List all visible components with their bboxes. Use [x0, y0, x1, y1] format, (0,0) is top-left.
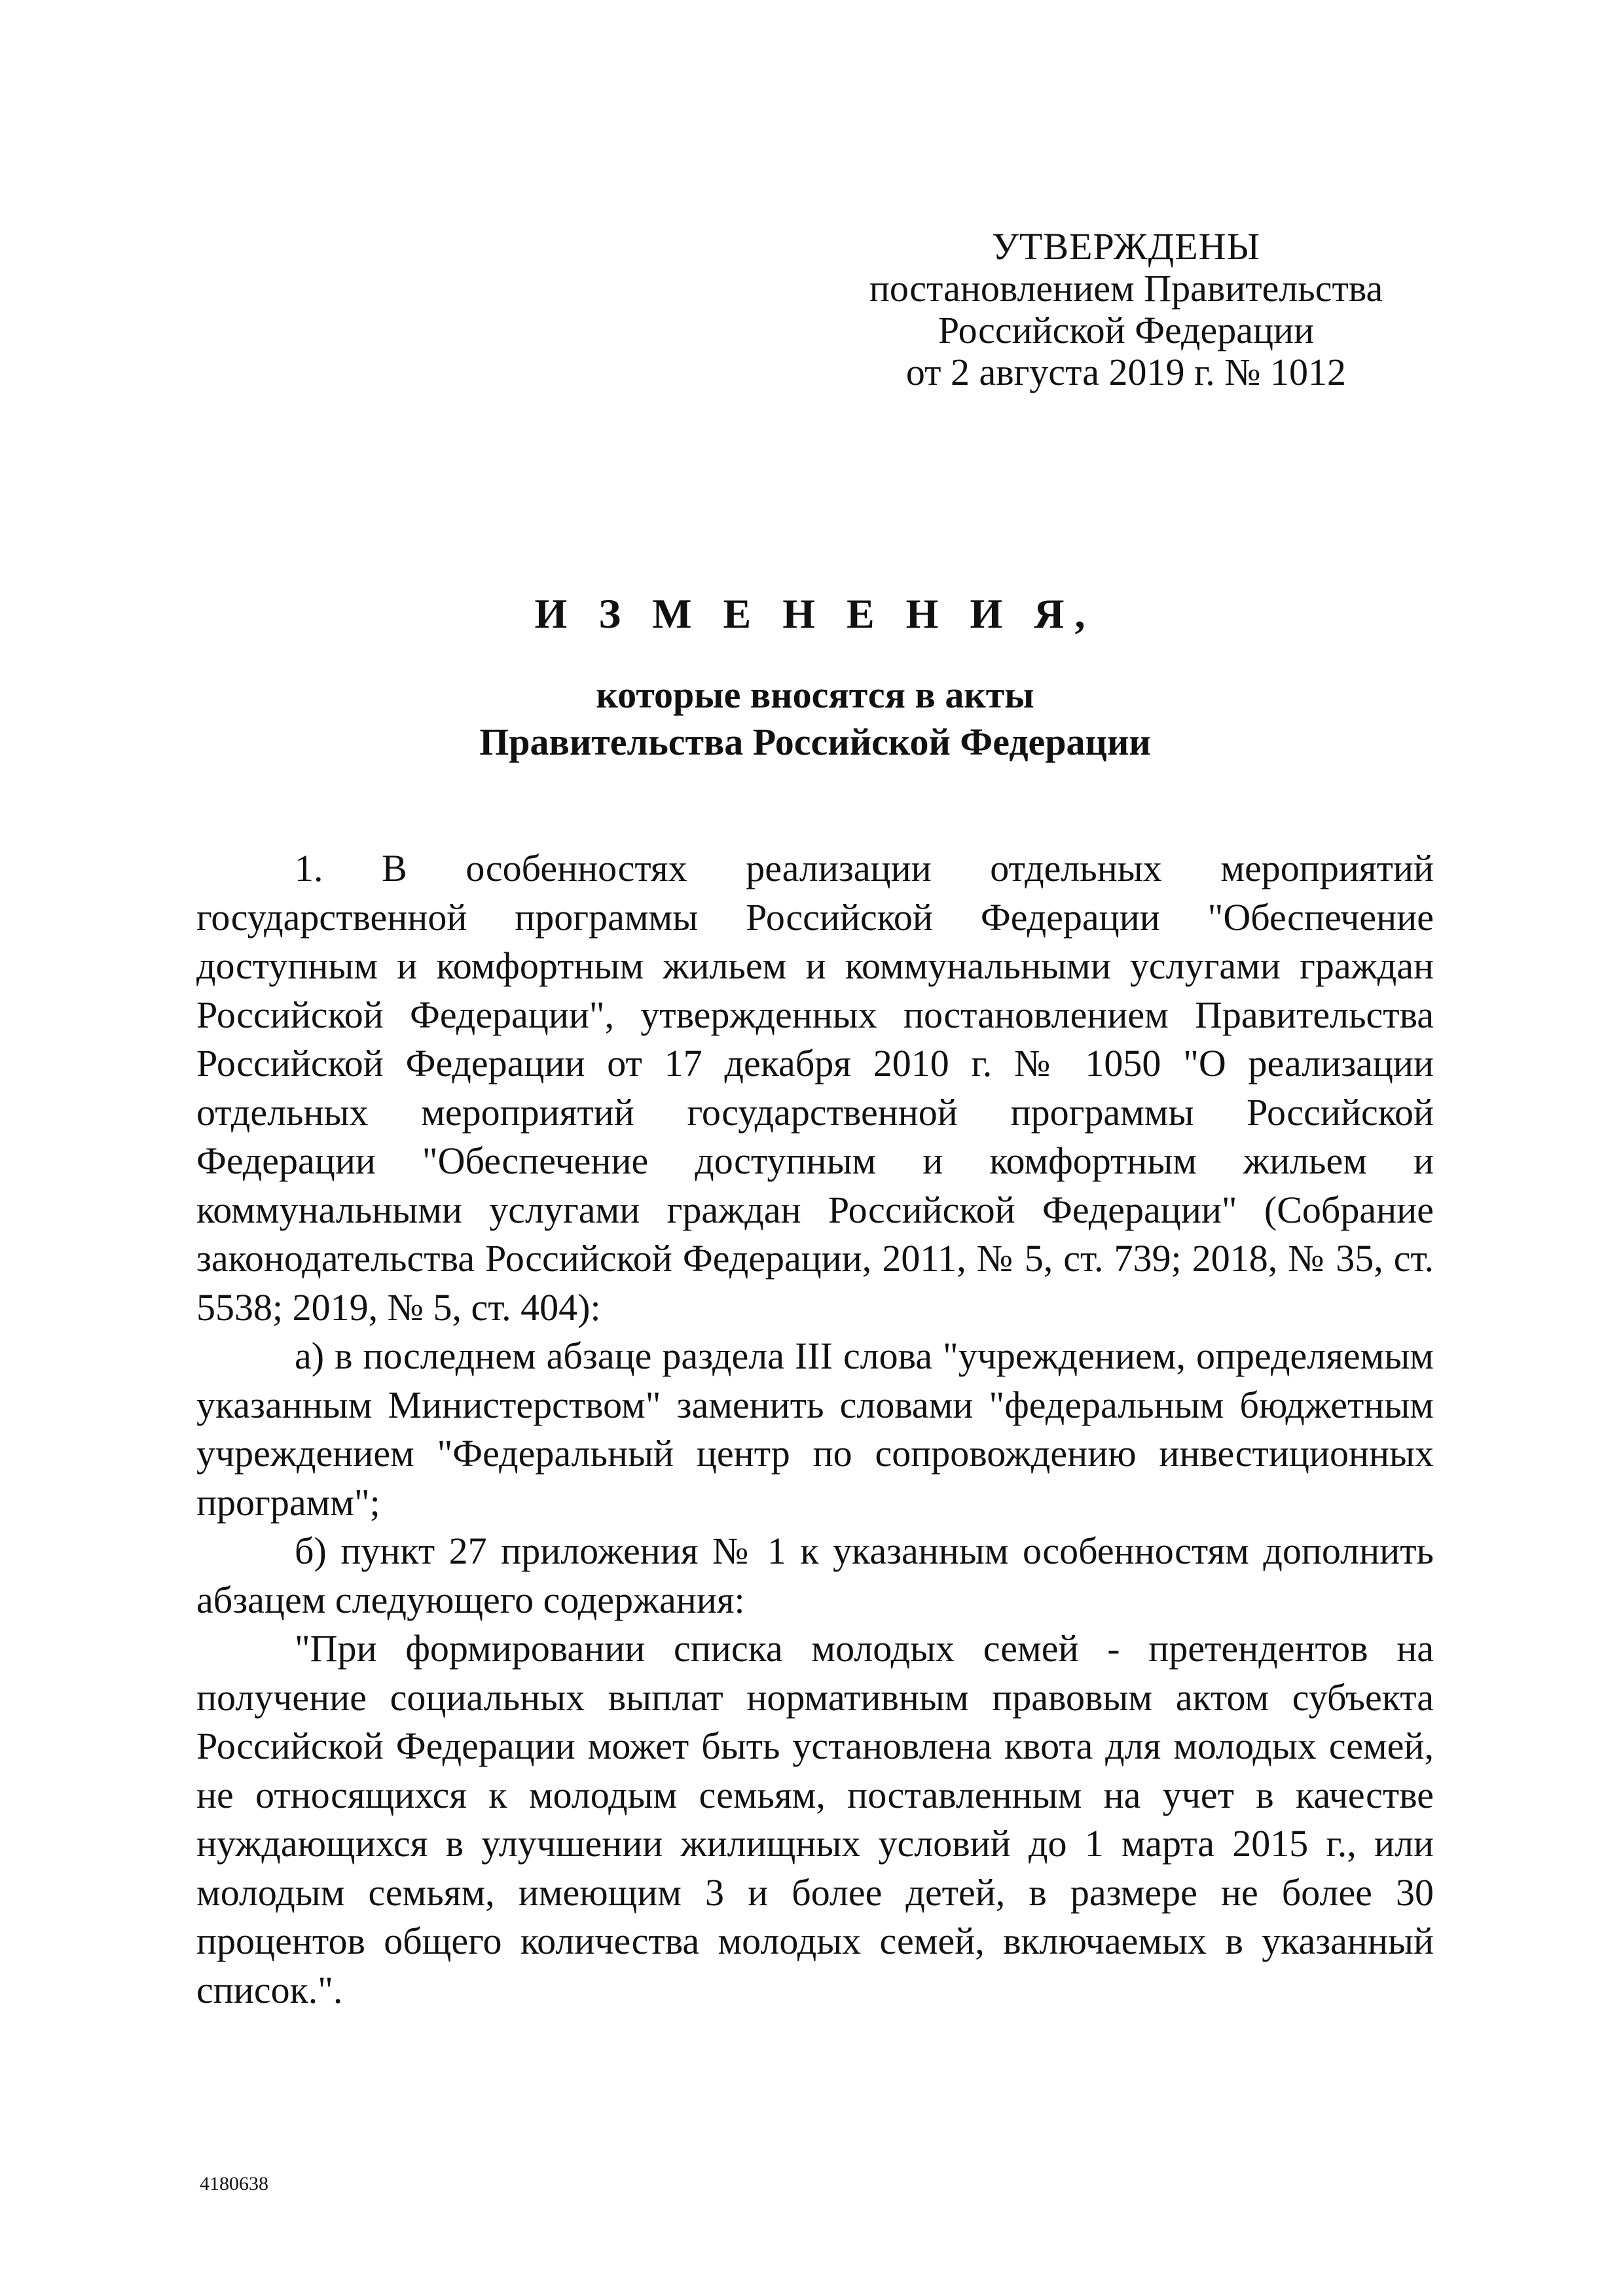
approval-block: [864, 226, 1388, 393]
approval-line-federation: Российской Федерации: [938, 309, 1315, 351]
approval-line-date-number: от 2 августа 2019 г. № 1012: [905, 351, 1347, 393]
document-title: И З М Е Н Е Н И Я,: [534, 590, 1096, 637]
document-subtitle-line1: которые вносятся в акты: [596, 673, 1034, 716]
paragraph-1: 1. В особенностях реализации отдельных мероприятий государственной программы Российской Федерации "Обеспечение доступным и комфортным жильем и коммунальными услугами граждан Российской Федерации", утвержденных постановлением Правительства Российской Федерации от 17 декабря 2010 г. № 1050 "О реализации отдельных мероприятий государственной программы Российской Федерации "Обеспечение доступным и комфортным жильем и коммунальными услугами граждан Российской Федерации" (Собрание законодательства Российской Федерации, 2011, № 5, ст. 739; 2018, № 35, ст. 5538; 2019, № 5, ст. 404):: [196, 847, 1434, 1329]
document-code: 4180638: [200, 2173, 268, 2195]
paragraph-quote: "При формировании списка молодых семей - претендентов на получение социальных выплат нормативным правовым актом субъекта Российской Федерации может быть установлена квота для молодых семей, не относящихся к молодым семьям, поставленным на учет в качестве нуждающихся в улучшении жилищных условий до 1 марта 2015 г., или молодым семьям, имеющим 3 и более детей, в размере не более 30 процентов общего количества молодых семей, включаемых в указанный список.".: [196, 1627, 1434, 2011]
paragraph-a: а) в последнем абзаце раздела III слова "учреждением, определяемым указанным Министерством" заменить словами "федеральным бюджетным учреждением "Федеральный центр по сопровождению инвестиционных программ";: [196, 1335, 1434, 1524]
document-subtitle-line2: Правительства Российской Федерации: [479, 721, 1151, 763]
paragraph-b: б) пункт 27 приложения № 1 к указанным особенностям дополнить абзацем следующего содержания:: [196, 1530, 1434, 1621]
document-heading: [196, 589, 1434, 763]
approval-line-resolution: постановлением Правительства: [869, 267, 1383, 310]
approval-title: УТВЕРЖДЕНЫ: [991, 225, 1261, 268]
document-body: [196, 844, 1434, 2015]
